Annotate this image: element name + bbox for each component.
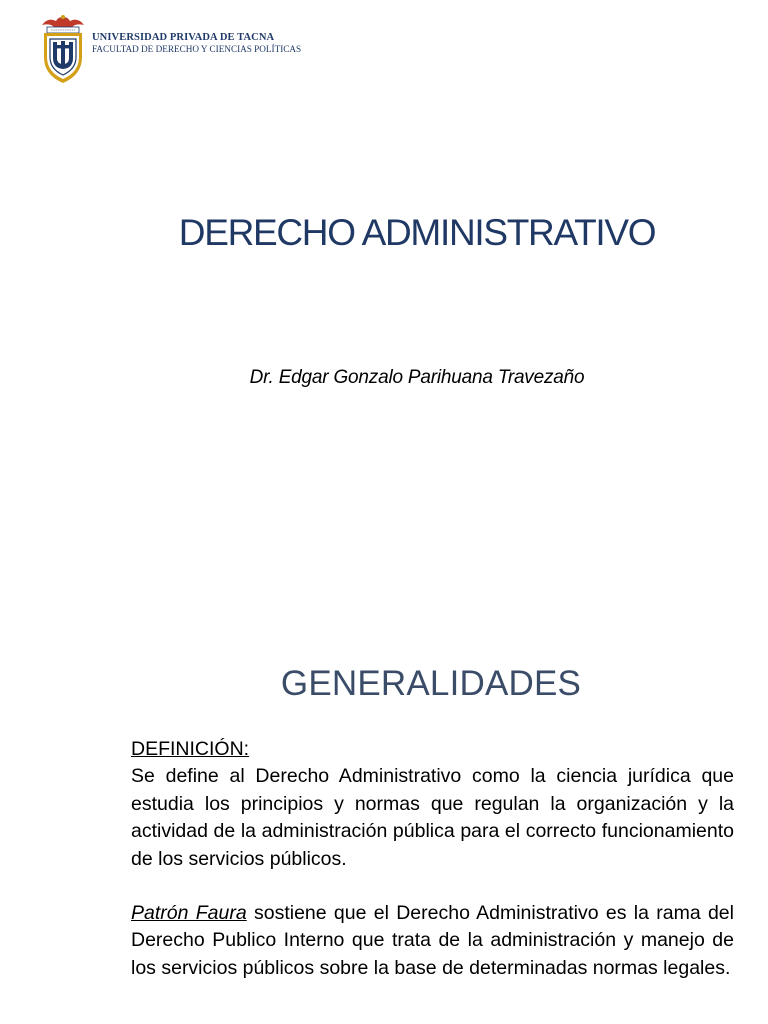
faculty-name: FACULTAD DE DERECHO Y CIENCIAS POLÍTICAS xyxy=(92,43,302,54)
university-crest-logo xyxy=(38,11,88,85)
author-name: Dr. Edgar Gonzalo Parihuana Travezaño xyxy=(249,367,585,388)
definition-content xyxy=(131,736,734,982)
definition-paragraph: Se define al Derecho Administrativo como la ciencia jurídica que estudia los principios y normas que regulan la organización y la actividad de la administración pública para el correcto funcionamiento de los servicios públicos. xyxy=(131,765,734,870)
page-title: DERECHO ADMINISTRATIVO xyxy=(178,212,656,253)
quote-text: sostiene que el Derecho Administrativo es la rama del Derecho Publico Interno que trata de la administración y manejo de los servicios públicos sobre la base de determinadas normas legales. xyxy=(131,902,734,979)
definition-heading: DEFINICIÓN: xyxy=(131,738,250,760)
university-text xyxy=(92,32,301,55)
quote-paragraph xyxy=(131,900,734,982)
university-header xyxy=(38,10,301,86)
university-name: UNIVERSIDAD PRIVADA DE TACNA xyxy=(92,31,275,43)
quoted-author: Patrón Faura xyxy=(131,902,247,925)
section-title: GENERALIDADES xyxy=(280,664,582,703)
